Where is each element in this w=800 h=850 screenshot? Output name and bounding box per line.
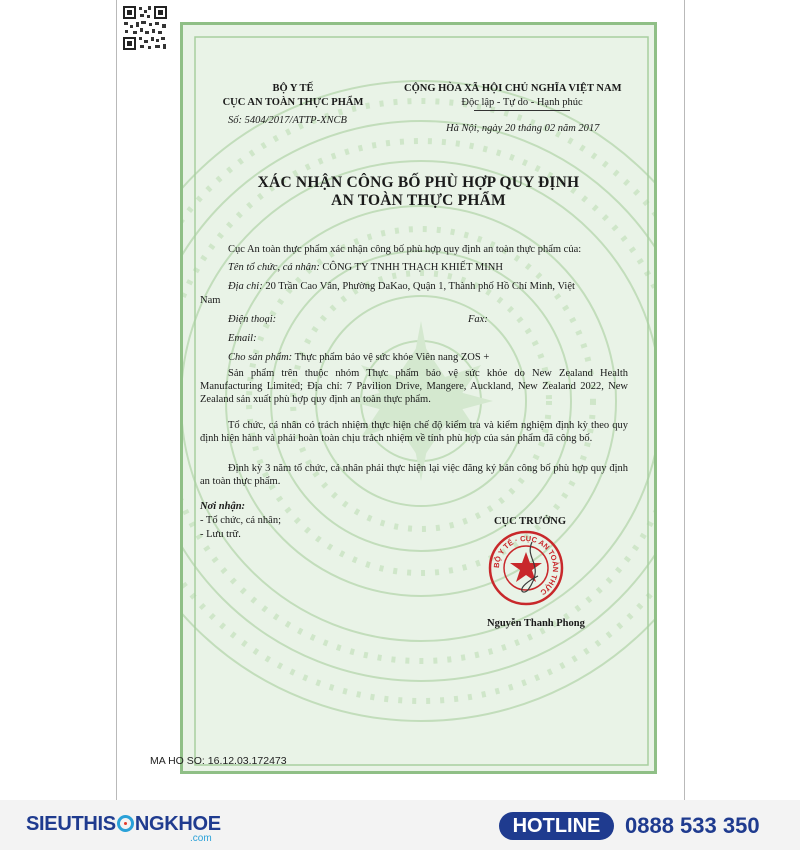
national-motto: Độc lập - Tự do - Hạnh phúc: [461, 97, 583, 108]
intro-text: Cục An toàn thực phẩm xác nhận công bố phù hợp quy định an toàn thực phẩm của:: [228, 244, 582, 255]
paragraph-renewal: Định kỳ 3 năm tổ chức, cá nhân phải thực hiện lại việc đăng ký bản công bố phù hợp quy định an toàn thực phẩm.: [200, 463, 628, 487]
signer-name: Nguyễn Thanh Phong: [487, 618, 585, 629]
recipient-item: - Tổ chức, cá nhân;: [200, 515, 282, 526]
address-value: 20 Trần Cao Vân, Phường DaKao, Quận 1, Thành phố Hồ Chí Minh, Việt: [265, 281, 575, 292]
address-continuation: Nam: [200, 295, 221, 306]
address-label: Địa chỉ:: [228, 281, 263, 292]
paragraph-manufacturer: Sản phẩm trên thuộc nhóm Thực phẩm bảo vệ sức khỏe do New Zealand Health Manufacturing Limited; Địa chỉ: 7 Pavilion Drive, Mangere, Auckland, New Zealand 2022, New Zealand sản xuất phù hợp quy định an toàn thực phẩm.: [200, 368, 628, 405]
org-label: Tên tổ chức, cá nhân:: [228, 262, 320, 273]
ministry-name: BỘ Y TẾ: [272, 83, 314, 94]
signer-role: CỤC TRƯỞNG: [493, 516, 567, 527]
org-line: [228, 261, 503, 274]
recipient-item: - Lưu trữ.: [200, 529, 241, 540]
motto-underline: [474, 110, 570, 111]
heart-o-icon: [117, 815, 134, 832]
brand-text-part1: SIEUTHIS: [26, 813, 116, 835]
paragraph-responsibility: Tổ chức, cá nhân có trách nhiệm thực hiện chế độ kiểm tra và kiểm nghiệm định kỳ theo quy định hiện hành và phải hoàn toàn chịu trách nhiệm về tính phù hợp của sản phẩm đã công bố.: [200, 420, 628, 444]
seal-text: BỘ Y TẾ · CỤC AN TOÀN THỰC: [491, 533, 561, 597]
red-official-seal: [488, 530, 564, 606]
hotline-badge[interactable]: HOTLINE: [499, 812, 614, 840]
hotline-phone-number[interactable]: 0888 533 350: [625, 813, 760, 838]
certificate-title-line1: XÁC NHẬN CÔNG BỐ PHÙ HỢP QUY ĐỊNH: [257, 174, 580, 191]
document-number: Số: 5404/2017/ATTP-XNCB: [228, 115, 347, 126]
brand-text-part2: NGKHOE: [134, 813, 221, 835]
recipients-heading: Nơi nhận:: [200, 501, 246, 512]
org-value: CÔNG TY TNHH THẠCH KHIẾT MINH: [322, 262, 503, 273]
certificate-title-line2: AN TOÀN THỰC PHẨM: [331, 192, 506, 209]
qr-code: [121, 4, 169, 52]
file-code: MA HO SO: 16.12.03.172473: [150, 755, 287, 767]
product-line: [228, 351, 489, 364]
fax-label: Fax:: [468, 314, 488, 325]
phone-label: Điện thoại:: [228, 314, 277, 325]
email-label: Email:: [228, 333, 257, 344]
country-name: CỘNG HÒA XÃ HỘI CHỦ NGHĨA VIỆT NAM: [404, 83, 622, 94]
product-value: Thực phẩm bảo vệ sức khỏe Viên nang ZOS +: [294, 352, 490, 363]
product-label: Cho sản phẩm:: [228, 352, 293, 363]
department-name: CỤC AN TOÀN THỰC PHẨM: [222, 97, 364, 108]
issue-date: Hà Nội, ngày 20 tháng 02 năm 2017: [446, 123, 600, 134]
brand-domain: .com: [190, 833, 212, 844]
address-line: [228, 280, 575, 293]
